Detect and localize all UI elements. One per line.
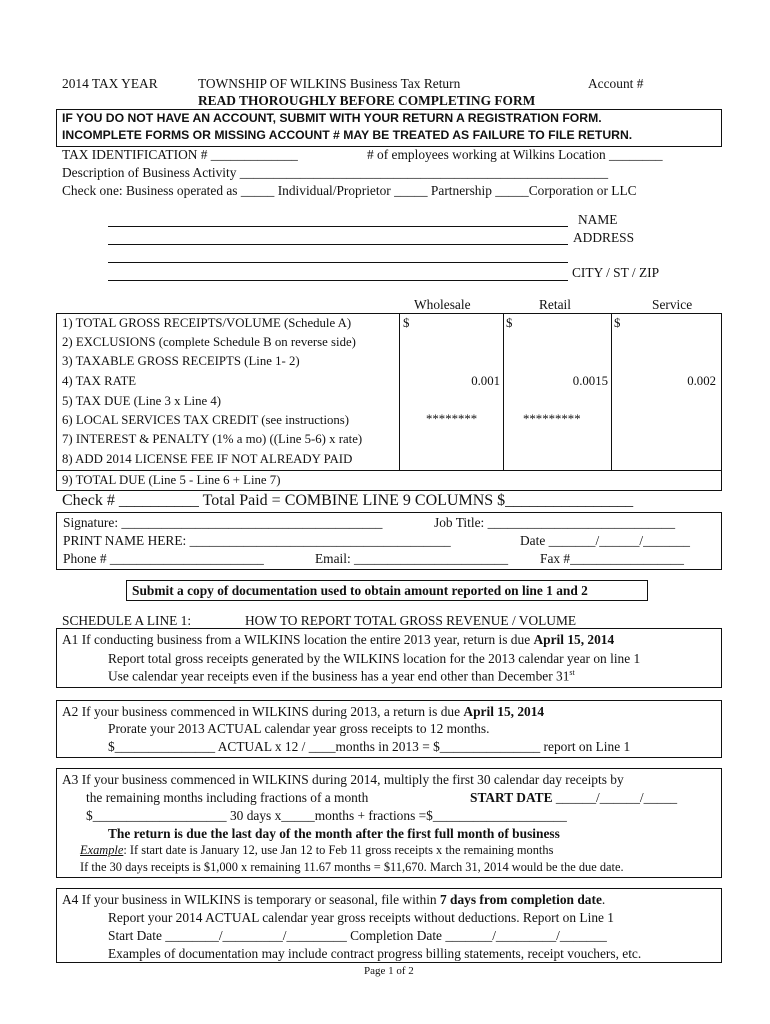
col-divider-2 [503,314,504,470]
employees-field[interactable]: # of employees working at Wilkins Location ________ [367,147,663,162]
rate-retail: 0.0015 [572,374,608,388]
name-label: NAME [578,212,618,227]
a2-line-2: Prorate your 2013 ACTUAL calendar year gross receipts to 12 months. [108,721,490,736]
tax-id-field[interactable]: TAX IDENTIFICATION # _____________ [62,147,298,162]
row-7-label: 7) INTEREST & PENALTY (1% a mo) ((Line 5-6) x rate) [62,432,363,446]
address-label: ADDRESS [573,230,635,245]
a4-line-3[interactable]: Start Date ________/_________/_________ Completion Date _______/_________/_______ [108,928,607,943]
col-service: Service [652,297,693,312]
schedule-subheading: HOW TO REPORT TOTAL GROSS REVENUE / VOLUME [245,613,577,628]
business-type-field[interactable]: Check one: Business operated as _____ Individual/Proprietor _____ Partnership _____Corporation or LLC [62,183,637,198]
warning-line-2: INCOMPLETE FORMS OR MISSING ACCOUNT # MAY BE TREATED AS FAILURE TO FILE RETURN. [62,128,633,142]
col-wholesale: Wholesale [414,297,471,312]
col-divider-3 [611,314,612,470]
fax-field[interactable]: Fax #_________________ [540,551,684,566]
check-total-line[interactable]: Check # __________ Total Paid = COMBINE LINE 9 COLUMNS $________________ [62,492,634,509]
row-5-label: 5) TAX DUE (Line 3 x Line 4) [62,394,222,408]
row-4-label: 4) TAX RATE [62,374,137,388]
row-2-label: 2) EXCLUSIONS (complete Schedule B on reverse side) [62,335,356,349]
a4-line-2: Report your 2014 ACTUAL calendar year gross receipts without deductions. Report on Line 1 [108,910,614,925]
a3-start-date[interactable]: START DATE ______/______/_____ [470,790,678,805]
city-line[interactable] [108,280,568,281]
a4-line-1: A4 If your business in WILKINS is temporary or seasonal, file within 7 days from completion date. [62,892,606,907]
credit-wholesale: ******** [426,412,478,426]
job-title-field[interactable]: Job Title: ____________________________ [434,515,676,530]
form-title: TOWNSHIP OF WILKINS Business Tax Return [198,76,461,91]
rate-service: 0.002 [687,374,716,388]
name-line[interactable] [108,226,568,227]
a3-line-3[interactable]: $____________________ 30 days x_____months + fractions =$____________________ [86,808,567,823]
date-field[interactable]: Date _______/______/_______ [520,533,690,548]
account-label: Account # [588,76,644,91]
tax-year: 2014 TAX YEAR [62,76,158,91]
phone-field[interactable]: Phone # _______________________ [63,551,264,566]
a2-line-3[interactable]: $_______________ ACTUAL x 12 / ____months in 2013 = $_______________ report on Line 1 [108,739,631,754]
a1-line-1: A1 If conducting business from a WILKINS location the entire 2013 year, return is due April 15, 2014 [62,632,615,647]
a1-line-3: Use calendar year receipts even if the business has a year end other than December 31st [108,668,575,684]
total-divider [57,470,721,471]
rate-wholesale: 0.001 [471,374,500,388]
print-name-field[interactable]: PRINT NAME HERE: _______________________________________ [63,533,451,548]
a4-line-4: Examples of documentation may include contract progress billing statements, receipt vouchers, etc. [108,946,642,961]
dollar-wholesale: $ [403,316,410,330]
row-3-label: 3) TAXABLE GROSS RECEIPTS (Line 1- 2) [62,354,300,368]
a3-example: Example: If start date is January 12, use Jan 12 to Feb 11 gross receipts x the remaining months [80,843,554,857]
submit-note: Submit a copy of documentation used to obtain amount reported on line 1 and 2 [132,583,588,598]
col-retail: Retail [539,297,571,312]
address-line-2[interactable] [108,262,568,263]
description-field[interactable]: Description of Business Activity _______________________________________________________ [62,165,609,180]
row-6-label: 6) LOCAL SERVICES TAX CREDIT (see instructions) [62,413,350,427]
credit-retail: ********* [523,412,581,426]
dollar-service: $ [614,316,621,330]
dollar-retail: $ [506,316,513,330]
row-1-label: 1) TOTAL GROSS RECEIPTS/VOLUME (Schedule A) [62,316,352,330]
email-field[interactable]: Email: _______________________ [315,551,509,566]
city-label: CITY / ST / ZIP [572,265,660,280]
page-number: Page 1 of 2 [364,965,414,977]
read-instruction: READ THOROUGHLY BEFORE COMPLETING FORM [198,93,536,108]
a3-due-note: The return is due the last day of the month after the first full month of business [108,826,560,841]
address-line[interactable] [108,244,568,245]
signature-field[interactable]: Signature: _______________________________________ [63,515,383,530]
warning-line-1: IF YOU DO NOT HAVE AN ACCOUNT, SUBMIT WITH YOUR RETURN A REGISTRATION FORM. [62,111,602,125]
a2-line-1: A2 If your business commenced in WILKINS during 2013, a return is due April 15, 2014 [62,704,545,719]
a3-example-calc: If the 30 days receipts is $1,000 x remaining 11.67 months = $11,670. March 31, 2014 would be the due date. [80,860,624,874]
schedule-heading: SCHEDULE A LINE 1: [62,613,192,628]
a3-line-2: the remaining months including fractions of a month [86,790,369,805]
a3-line-1: A3 If your business commenced in WILKINS during 2014, multiply the first 30 calendar day receipts by [62,772,624,787]
a1-line-2: Report total gross receipts generated by the WILKINS location for the 2013 calendar year on line 1 [108,651,641,666]
col-divider-1 [399,314,400,470]
row-8-label: 8) ADD 2014 LICENSE FEE IF NOT ALREADY PAID [62,452,353,466]
row-9-label: 9) TOTAL DUE (Line 5 - Line 6 + Line 7) [62,473,281,487]
